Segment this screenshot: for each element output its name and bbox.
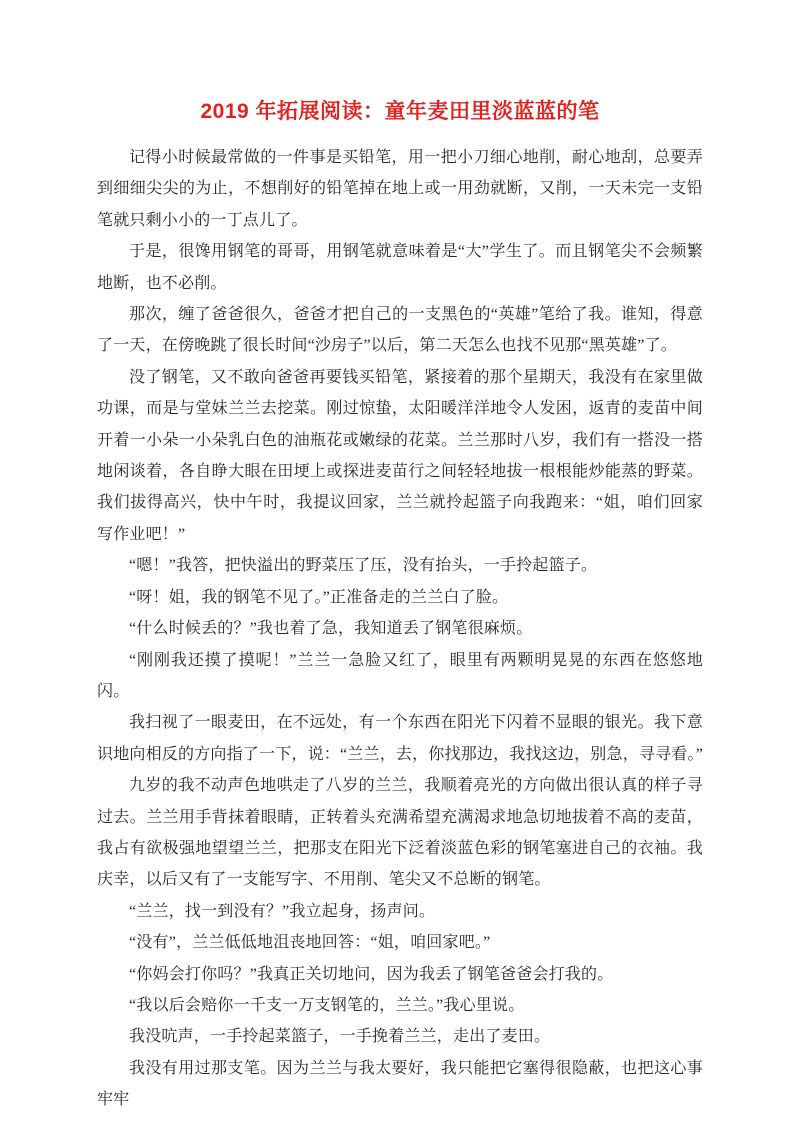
- paragraph-4: 没了钢笔，又不敢向爸爸再要钱买铅笔，紧接着的那个星期天，我没有在家里做功课，而是与堂妹兰兰去挖菜。刚过惊蛰，太阳暖洋洋地令人发困，返青的麦苗中间开着一小朵一小朵乳白色的油瓶花或嫩绿的花菜。兰兰那时八岁，我们有一搭没一搭地闲谈着，各自睁大眼在田埂上或探进麦苗行之间轻轻地拔一根根能炒能蒸的野菜。我们拔得高兴，快中午时，我提议回家，兰兰就拎起篮子向我跑来：“姐，咱们回家写作业吧！”: [97, 368, 703, 543]
- paragraph-10: 九岁的我不动声色地哄走了八岁的兰兰，我顺着亮光的方向做出很认真的样子寻过去。兰兰用手背抹着眼睛，正转着头充满希望充满渴求地急切地拔着不高的麦苗，我占有欲极强地望望兰兰，把那支在阳光下泛着淡蓝色彩的钢笔塞进自己的衣袖。我庆幸，以后又有了一支能写字、不用削、笔尖又不总断的钢笔。: [97, 777, 703, 889]
- paragraph-2: 于是，很馋用钢笔的哥哥，用钢笔就意味着是“大”学生了。而且钢笔尖不会频繁地断，也不必削。: [97, 243, 703, 292]
- paragraph-5: “嗯！”我答，把快溢出的野菜压了压，没有抬头，一手拎起篮子。: [129, 557, 598, 575]
- paragraph-15: 我没吭声，一手拎起菜篮子，一手挽着兰兰，走出了麦田。: [129, 1028, 551, 1046]
- paragraph-7: “什么时候丢的？”我也着了急，我知道丢了钢笔很麻烦。: [129, 620, 533, 638]
- paragraph-14: “我以后会赔你一千支一万支钢笔的，兰兰。”我心里说。: [129, 996, 525, 1014]
- paragraph-3: 那次，缠了爸爸很久，爸爸才把自己的一支黑色的“英雄”笔给了我。谁知，得意了一天，在傍晚跳了很长时间“沙房子”以后，第二天怎么也找不见那“黑英雄”了。: [97, 306, 703, 355]
- paragraph-12: “没有”，兰兰低低地沮丧地回答：“姐，咱回家吧。”: [129, 934, 491, 952]
- paragraph-9: 我扫视了一眼麦田，在不远处，有一个东西在阳光下闪着不显眼的银光。我下意识地向相反的方向指了一下，说：“兰兰，去，你找那边，我找这边，别急，寻寻看。”: [97, 714, 704, 763]
- paragraph-6: “呀！姐，我的钢笔不见了。”正准备走的兰兰白了脸。: [129, 588, 509, 606]
- paragraph-11: “兰兰，找一到没有？”我立起身，扬声问。: [129, 902, 436, 920]
- document-title: 2019 年拓展阅读：童年麦田里淡蓝蓝的笔: [200, 100, 600, 123]
- paragraph-1: 记得小时候最常做的一件事是买铅笔，用一把小刀细心地削，耐心地刮，总要弄到细细尖尖的为止，不想削好的铅笔掉在地上或一用劲就断，又削，一天未完一支铅笔就只剩小小的一丁点儿了。: [97, 149, 703, 229]
- paragraph-8: “刚刚我还摸了摸呢！”兰兰一急脸又红了，眼里有两颗明晃晃的东西在悠悠地闪。: [97, 651, 703, 700]
- paragraph-16: 我没有用过那支笔。因为兰兰与我太要好，我只能把它塞得很隐蔽，也把这心事牢牢: [97, 1059, 703, 1109]
- paragraph-13: “你妈会打你吗？”我真正关切地问，因为我丢了钢笔爸爸会打我的。: [129, 965, 614, 983]
- document-body: [97, 142, 703, 1116]
